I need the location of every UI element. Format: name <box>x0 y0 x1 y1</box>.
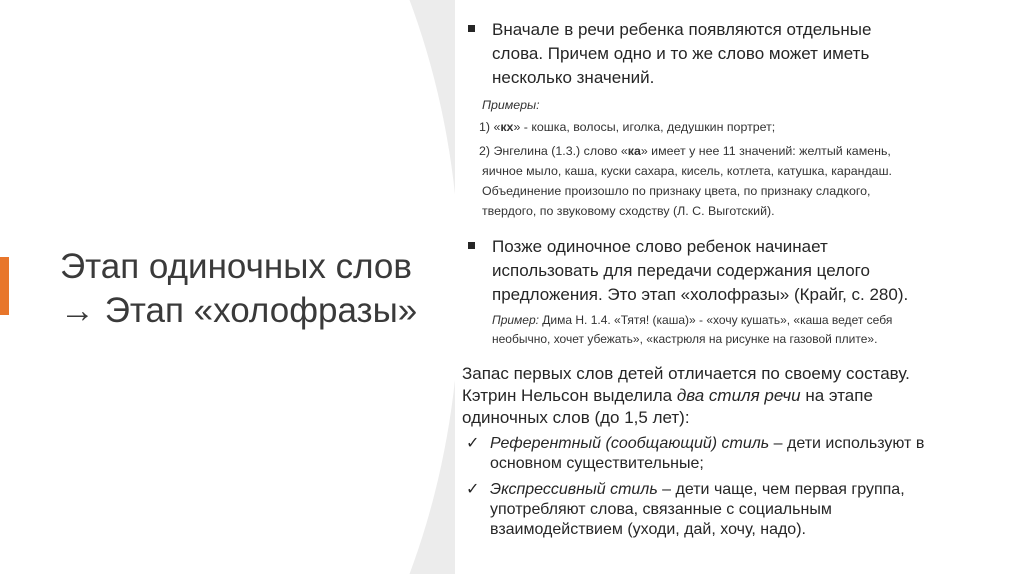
check-line: основном существительные; <box>490 455 704 472</box>
check-text: – дети чаще, чем первая группа, <box>657 481 905 498</box>
paragraph-line: Запас первых слов детей отличается по своему составу. <box>462 364 910 383</box>
example-2-line: Объединение произошло по признаку цвета, по признаку сладкого, <box>482 184 871 198</box>
bullet-line: предложения. Это этап «холофразы» (Крайг, с. 280). <box>492 285 909 304</box>
example-2-rest: » имеет у нее 11 значений: желтый камень, <box>640 144 891 158</box>
bullet-first-words <box>462 14 1012 90</box>
example-2-line: твердого, по звуковому сходству (Л. С. Выготский). <box>482 204 775 218</box>
bullet-line: несколько значений. <box>492 68 655 87</box>
example-1 <box>462 117 1012 137</box>
bullet-line: использовать для передачи содержания целого <box>492 261 870 280</box>
slide-title <box>60 245 460 333</box>
square-bullet-icon <box>468 242 475 249</box>
check-item-referential <box>462 434 1012 474</box>
checkmark-icon: ✓ <box>466 435 480 452</box>
square-bullet-icon <box>468 25 475 32</box>
example-2 <box>462 141 1012 221</box>
paragraph-text: на этапе <box>800 386 873 405</box>
paragraph-emphasis: два стиля речи <box>676 386 801 405</box>
examples-heading: Примеры: <box>482 98 540 112</box>
example-2-word: ка <box>627 144 641 158</box>
example-1-rest: » - кошка, волосы, иголка, дедушкин портрет; <box>513 120 776 134</box>
bullet-holophrase <box>462 235 1012 307</box>
title-line-2: → Этап «холофразы» <box>60 291 418 330</box>
check-text: – дети используют в <box>769 435 925 452</box>
bullet-line: Позже одиночное слово ребенок начинает <box>492 237 828 256</box>
example-label: Пример: <box>492 313 539 327</box>
accent-bar <box>0 257 9 315</box>
checkmark-icon: ✓ <box>466 481 480 498</box>
example-2-line: яичное мыло, каша, куски сахара, кисель, котлета, катушка, карандаш. <box>482 164 892 178</box>
example-1-prefix: 1) « <box>479 120 501 134</box>
example-2-prefix: 2) Энгелина (1.3.) слово « <box>479 144 628 158</box>
example-line: необычно, хочет убежать», «кастрюля на рисунке на газовой плите». <box>492 332 878 346</box>
title-line-1: Этап одиночных слов <box>60 247 412 286</box>
content-area <box>462 14 1012 540</box>
check-line: употребляют слова, связанные с социальным <box>490 501 832 518</box>
check-style-name: Экспрессивный стиль <box>490 481 658 498</box>
example-line: Дима Н. 1.4. «Тятя! (каша)» - «хочу кушать», «каша ведет себя <box>538 313 893 327</box>
example-holophrase <box>462 311 1012 349</box>
styles-paragraph <box>462 363 1012 429</box>
paragraph-line: одиночных слов (до 1,5 лет): <box>462 408 690 427</box>
paragraph-text: Кэтрин Нельсон выделила <box>462 386 677 405</box>
bullet-line: Вначале в речи ребенка появляются отдельные <box>492 20 872 39</box>
example-1-word: кх <box>500 120 514 134</box>
check-style-name: Референтный (сообщающий) стиль <box>490 435 770 452</box>
bullet-line: слова. Причем одно и то же слово может иметь <box>492 44 870 63</box>
check-item-expressive <box>462 480 1012 540</box>
check-line: взаимодействием (уходи, дай, хочу, надо). <box>490 521 806 538</box>
